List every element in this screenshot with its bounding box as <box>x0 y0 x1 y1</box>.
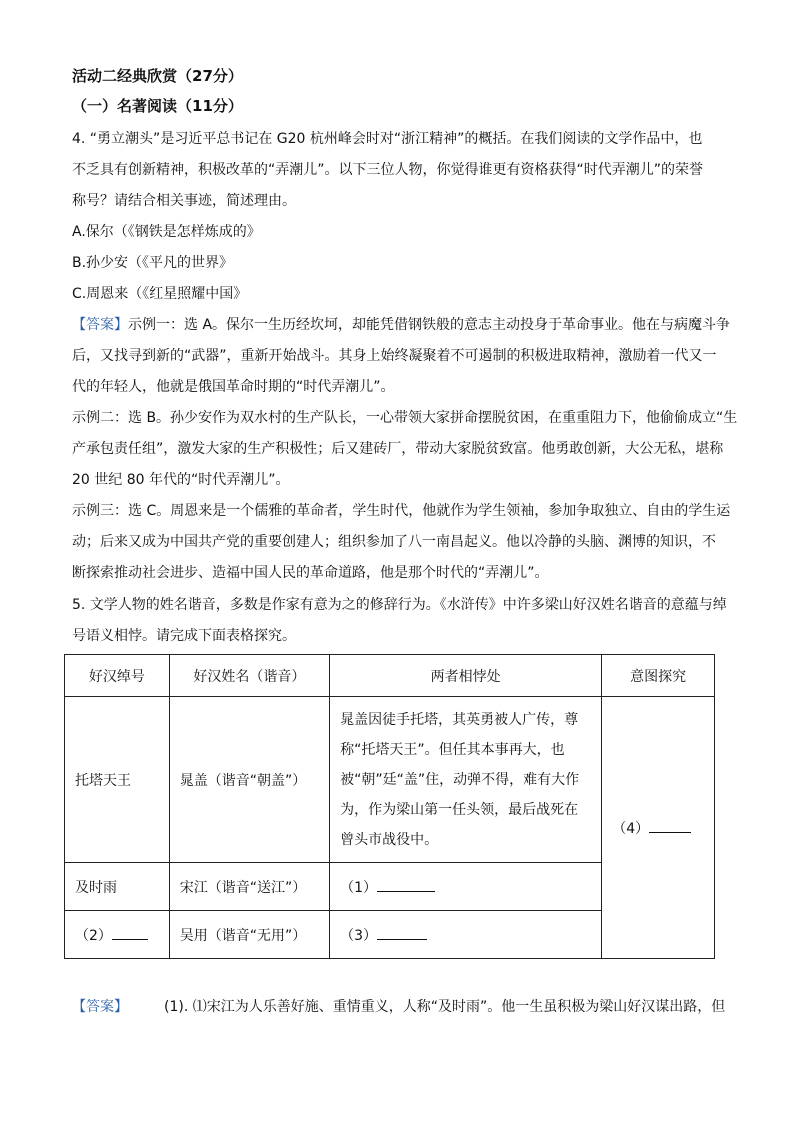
answer-text: 示例一：选 A。保尔一生历经坎坷，却能凭借钢铁般的意志主动投身于革命事业。他在与病魔斗争 <box>128 317 731 333</box>
answer-line: 后，又找寻到新的“武器”，重新开始战斗。其身上始终凝聚着不可遏制的积极进取精神，激励着一代又一 <box>72 348 717 364</box>
header-contrast: 两者相悖处 <box>330 655 602 697</box>
cell-name: 宋江（谐音“送江”） <box>169 863 329 911</box>
blank-1-label: （1） <box>340 879 378 896</box>
answer-tag: 【答案】 <box>72 999 128 1015</box>
header-name: 好汉姓名（谐音） <box>169 655 329 697</box>
contrast-text: 晁盖因徒手托塔，其英勇被人广传，尊称“托塔天王”。但任其本事再大，也被“朝”廷“盖”住，动弹不得，难有大作为，作为梁山第一任头领，最后战死在曾头市战役中。 <box>340 711 580 848</box>
cell-intent <box>602 697 715 959</box>
table-row <box>65 697 715 863</box>
blank-3-label: （3） <box>340 927 378 944</box>
table-header-row <box>65 655 715 697</box>
blank-4-line <box>649 818 691 833</box>
answer-line: 代的年轻人，他就是俄国革命时期的“时代弄潮儿”。 <box>72 379 395 395</box>
blank-2-label: （2） <box>75 927 112 944</box>
question-4-line: 不乏具有创新精神，积极改革的“弄潮儿”。以下三位人物，你觉得谁更有资格获得“时代弄潮儿”的荣誉 <box>72 162 704 178</box>
cell-contrast <box>330 911 602 959</box>
header-intent: 意图探究 <box>602 655 715 697</box>
blank-4-label: （4） <box>612 820 650 837</box>
answer-tag: 【答案】 <box>72 317 128 333</box>
cell-name: 吴用（谐音“无用”） <box>169 911 329 959</box>
answer-line: 20 世纪 80 年代的“时代弄潮儿”。 <box>72 472 290 488</box>
answer-line: 产承包责任组”，激发大家的生产积极性；后又建砖厂，带动大家脱贫致富。他勇敢创新，大公无私，堪称 <box>72 441 724 457</box>
subsection-title: （一）名著阅读（11分） <box>72 97 243 115</box>
option-a: A.保尔（《钢铁是怎样炼成的》 <box>72 224 261 240</box>
blank-2-line <box>112 925 148 940</box>
question-5-line: 号语义相悖。请完成下面表格探究。 <box>72 628 296 644</box>
question-4-line: 称号？请结合相关事迹，简述理由。 <box>72 193 296 209</box>
answer-line: 动；后来又成为中国共产党的重要创建人；组织参加了八一南昌起义。他以冷静的头脑、渊博的知识，不 <box>72 534 716 550</box>
question-4-line: 4. “勇立潮头”是习近平总书记在 G20 杭州峰会时对“浙江精神”的概括。在我们阅读的文学作品中，也 <box>72 131 703 147</box>
section-title: 活动二经典欣赏（27分） <box>72 67 243 85</box>
cell-nickname <box>65 911 170 959</box>
answer-5 <box>72 993 732 1021</box>
exploration-table <box>64 654 715 959</box>
cell-nickname: 及时雨 <box>65 863 170 911</box>
cell-contrast <box>330 863 602 911</box>
option-c: C.周恩来（《红星照耀中国》 <box>72 286 248 302</box>
header-nickname: 好汉绰号 <box>65 655 170 697</box>
option-b: B.孙少安（《平凡的世界》 <box>72 255 234 271</box>
question-5-line: 5. 文学人物的姓名谐音，多数是作家有意为之的修辞行为。《水浒传》中许多梁山好汉姓名谐音的意蕴与绰 <box>72 597 727 613</box>
cell-contrast <box>330 697 602 863</box>
answer-4-example-1 <box>72 311 732 339</box>
cell-nickname: 托塔天王 <box>65 697 170 863</box>
blank-1-line <box>377 877 435 892</box>
answer-4-example-3: 示例三：选 C。周恩来是一个儒雅的革命者，学生时代，他就作为学生领袖，参加争取独立、自由的学生运 <box>72 503 731 519</box>
blank-3-line <box>377 925 427 940</box>
answer-line: 断探索推动社会进步、造福中国人民的革命道路，他是那个时代的“弄潮儿”。 <box>72 565 549 581</box>
answer-5-text: (1). ⑴宋江为人乐善好施、重情重义，人称“及时雨”。他一生虽积极为梁山好汉谋出路，但 <box>164 999 726 1015</box>
answer-4-example-2: 示例二：选 B。孙少安作为双水村的生产队长，一心带领大家拼命摆脱贫困，在重重阻力下，他偷偷成立“生 <box>72 410 738 426</box>
cell-name: 晁盖（谐音“朝盖”） <box>169 697 329 863</box>
